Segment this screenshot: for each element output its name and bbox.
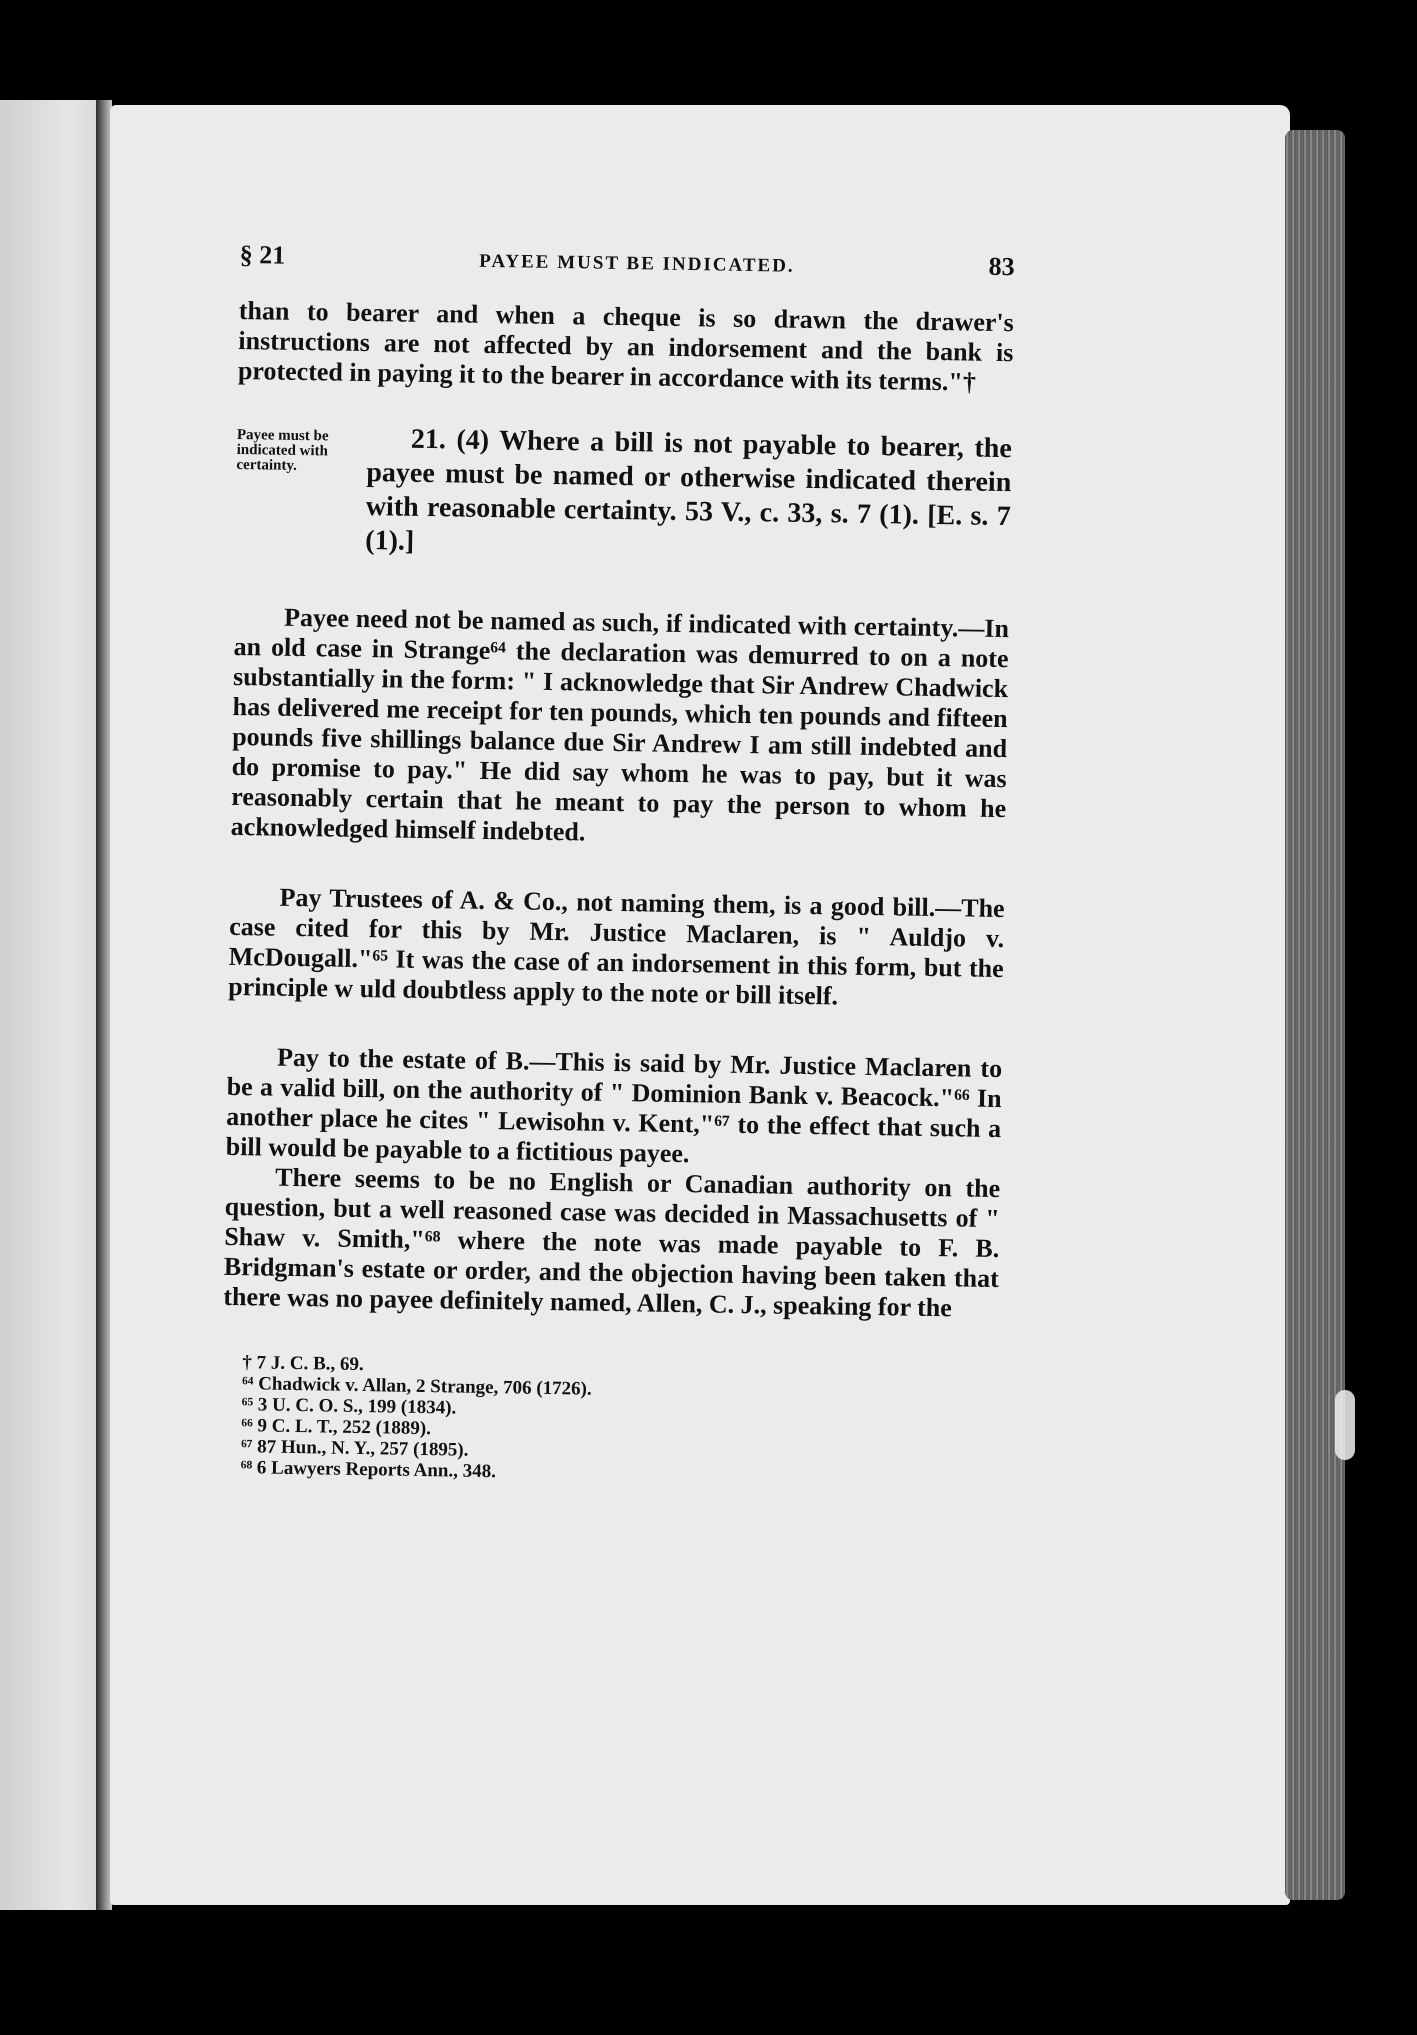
section-number: § 21 xyxy=(239,240,286,270)
footnote: ⁶⁵ 3 U. C. O. S., 199 (1834). xyxy=(241,1394,457,1419)
running-title: PAYEE MUST BE INDICATED. xyxy=(479,250,795,277)
facing-page xyxy=(0,100,100,1910)
footnote: ⁶⁷ 87 Hun., N. Y., 257 (1895). xyxy=(240,1436,469,1461)
paragraph-authority xyxy=(223,1162,1000,1324)
paragraph-heading: Pay to the estate of B. xyxy=(276,1042,530,1076)
paragraph-heading: Payee need not be named as such, if indicated with certainty. xyxy=(283,602,959,643)
paragraph-body: —This is said by Mr. Justice Maclaren to be a valid bill, on the authority of " Dominion Bank v. Beacock."⁶⁶ In another place he cites " Lewisohn v. Kent,"⁶⁷ to the effect that such a bill would be payable to a fictitious payee. xyxy=(225,1046,1003,1169)
footnote: ⁶⁸ 6 Lawyers Reports Ann., 348. xyxy=(240,1457,497,1483)
paragraph-estate xyxy=(226,1042,1003,1174)
paragraph-heading: Pay Trustees of A. & Co., not naming them, is a good bill. xyxy=(279,882,936,923)
paragraph-payee-named xyxy=(231,602,1010,854)
paragraph-body: —In an old case in Strange⁶⁴ the declaration was demurred to on a note substantially in the form: " I acknowledge that Sir Andrew Chadwick has delivered me receipt for ten pounds, which ten pounds and fifteen pounds five shillings balance due Sir Andrew I am still indebted and do promise to pay." He did say whom he was to pay, but it was reasonably certain that he meant to pay the person to whom he acknowledged himself indebted. xyxy=(230,613,1010,847)
paragraph-body: There seems to be no English or Canadian authority on the question, but a well reasoned case was decided in Massachusetts of " Shaw v. Smith,"⁶⁸ where the note was made payable to F. B. Bridgman's estate or order, and the objection having been taken that there was no payee definitely named, Allen, C. J., speaking for the xyxy=(223,1162,1001,1323)
paragraph-pay-trustees xyxy=(228,882,1005,1014)
page-content xyxy=(221,240,1015,1490)
page-number: 83 xyxy=(988,251,1015,282)
footnote: ⁶⁴ Chadwick v. Allan, 2 Strange, 706 (1726). xyxy=(241,1373,592,1400)
footnotes xyxy=(221,1352,998,1490)
edge-smudge xyxy=(1335,1390,1355,1460)
paragraph-body: —The case cited for this by Mr. Justice Maclaren, is " Auldjo v. McDougall."⁶⁵ It was the case of an indorsement in this form, but the principle w uld doubtless apply to the note or bill itself. xyxy=(228,893,1005,1011)
statute-block xyxy=(235,420,1012,568)
page-edges xyxy=(1285,130,1345,1900)
footnote: ⁶⁶ 9 C. L. T., 252 (1889). xyxy=(241,1415,432,1440)
footnote: † 7 J. C. B., 69. xyxy=(242,1352,364,1376)
statute-text: 21. (4) Where a bill is not payable to bearer, the payee must be named or otherwise indicated therein with reasonable certainty. 53 V., c. 33, s. 7 (1). [E. s. 7 (1).] xyxy=(365,423,1013,557)
marginal-note: Payee must be indicated with certainty. xyxy=(236,426,329,474)
continuation-text: than to bearer and when a cheque is so drawn the drawer's instructions are not affected by an indorsement and the bank is protected in paying it to the bearer in accordance with its terms."† xyxy=(237,295,1015,397)
